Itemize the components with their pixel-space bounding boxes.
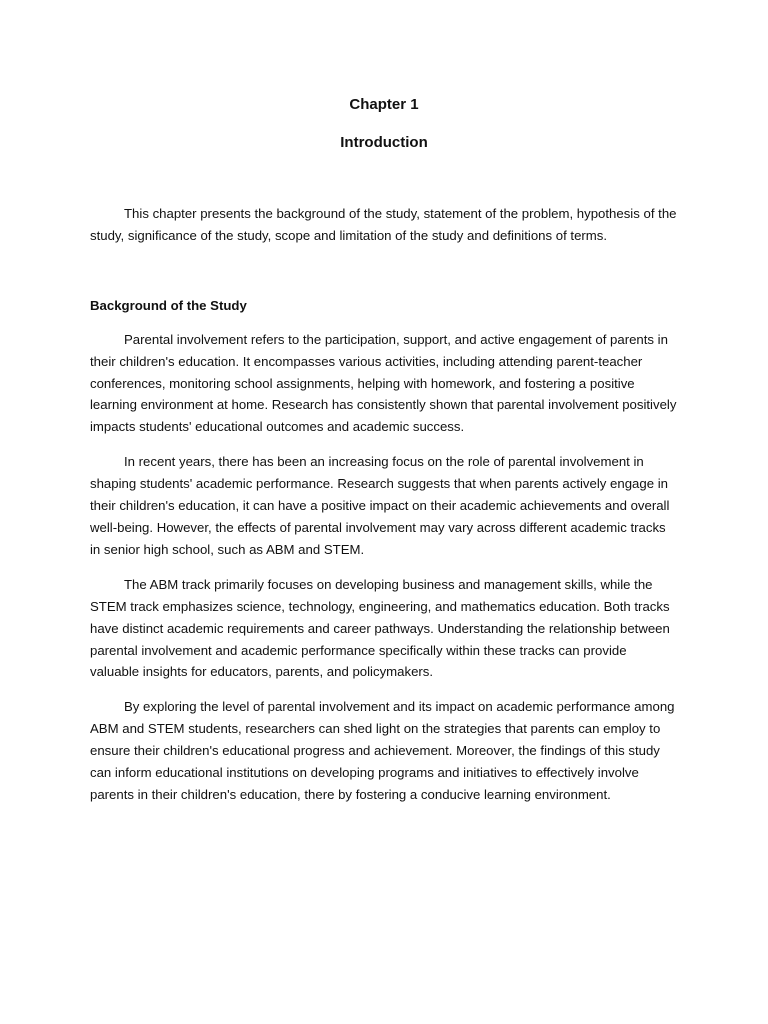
chapter-number: Chapter 1 [349, 96, 419, 113]
body-paragraph-4: By exploring the level of parental involvement and its impact on academic performance among ABM and STEM students, researchers can shed light on the strategies that parents can employ to ensure their children's educational progress and achievement. Moreover, the findings of this study can inform educational institutions on developing programs and initiatives to effectively involve parents in their children's education, there by fostering a conducive learning environment. [90, 699, 675, 802]
chapter-title: Introduction [340, 134, 428, 151]
body-paragraph-1: Parental involvement refers to the participation, support, and active engagement of parents in their children's education. It encompasses various activities, including attending parent-teacher conferences, monitoring school assignments, helping with homework, and fostering a positive learning environment at home. Research has consistently shown that parental involvement positively impacts students' educational outcomes and academic success. [90, 331, 677, 435]
body-paragraph-3: The ABM track primarily focuses on developing business and management skills, while the STEM track emphasizes science, technology, engineering, and mathematics education. Both tracks have distinct academic requirements and career pathways. Understanding the relationship between parental involvement and academic performance specifically within these tracks can provide valuable insights for educators, parents, and policymakers. [90, 576, 670, 680]
body-paragraph-2: In recent years, there has been an increasing focus on the role of parental involvement in shaping students' academic performance. Research suggests that when parents actively engage in their children's education, it can have a positive impact on their academic achievements and overall well-being. However, the effects of parental involvement may vary across different academic tracks in senior high school, such as ABM and STEM. [90, 454, 670, 557]
section-heading-background: Background of the Study [90, 297, 247, 313]
intro-paragraph: This chapter presents the background of the study, statement of the problem, hypothesis of the study, significance of the study, scope and limitation of the study and definitions of terms. [90, 206, 677, 243]
document-body [90, 203, 678, 806]
